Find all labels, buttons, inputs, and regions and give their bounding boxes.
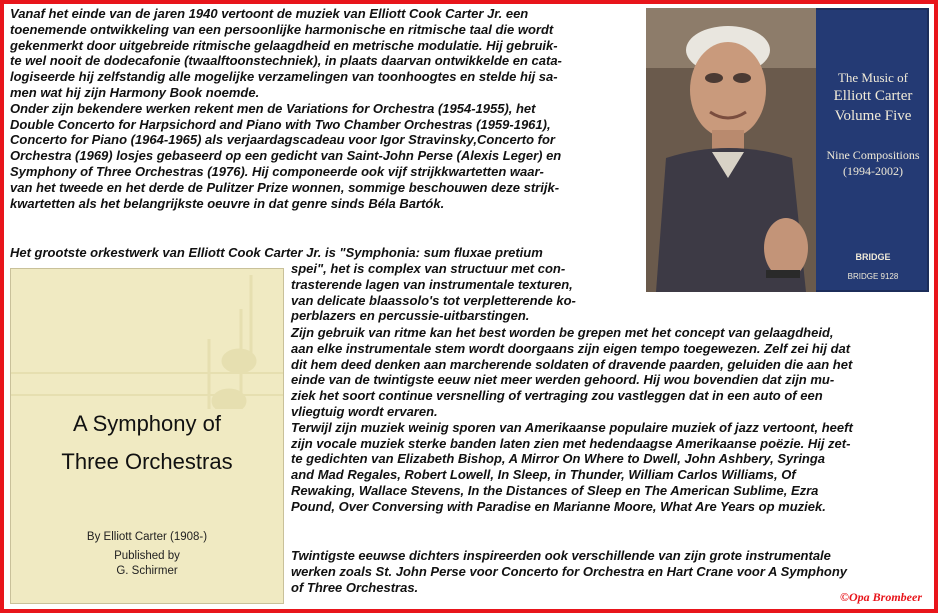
cd-cover-image (646, 8, 929, 292)
text-line: Symphony of Three Orchestras (1976). Hij componeerde ook vijf strijkkwartetten waar- (10, 163, 544, 179)
cd-line1: The Music of (837, 70, 909, 85)
article-final-text (291, 548, 847, 595)
text-line: te gedichten van Elizabeth Bishop, A Mirror On Where to Dwell, John Ashbery, Syringa (291, 451, 826, 467)
score-published-by: Published by (114, 550, 180, 562)
article-bottom-text (291, 325, 853, 515)
article-top-text (10, 6, 562, 211)
text-line: trasterende lagen van instrumentale texturen, (291, 276, 573, 292)
text-line: and Mad Regales, Robert Lowell, In Sleep, in Thunder, William Carlos Williams, Of (291, 467, 796, 483)
text-line: Orchestra (1969) losjes gebaseerd op een gedicht van Saint-John Perse (Alexis Leger) en (10, 148, 562, 164)
text-line: van delicate blaassolo's tot verpletterende ko- (291, 292, 576, 308)
text-line: van het tweede en het derde de Pulitzer Prize wonnen, sommige beschouwen deze strijk- (10, 179, 560, 195)
text-line: Twintigste eeuwse dichters inspireerden ook verschillende van zijn grote instrumentale (291, 548, 831, 563)
text-line: Concerto for Piano (1964-1965) als verjaardagscadeau voor Igor Stravinsky,Concerto for (10, 132, 555, 148)
text-line: Onder zijn bekendere werken rekent men de Variations for Orchestra (1954-1955), het (10, 100, 536, 116)
text-line: einde van de twintigste eeuw niet meer werden gehoord. Hij wou bovendien dat zijn mu- (291, 372, 835, 388)
text-line: perblazers en percussie-uitbarstingen. (291, 308, 530, 324)
text-line: Het grootste orkestwerk van Elliott Cook Carter Jr. is "Symphonia: sum fluxae pretium (10, 245, 543, 260)
music-notes-illustration (11, 269, 283, 409)
cd-line4: Nine Compositions (826, 148, 920, 162)
text-line: aan elke instrumentale stem wordt doorgaans zijn eigen tempo toegewezen. Zelf zei hij dat (291, 340, 851, 356)
text-line: vliegtuig wordt ervaren. (291, 403, 438, 419)
text-line: toenemende ontwikkeling van een persoonlijke harmonische en ritmische taal die wordt (10, 21, 554, 37)
text-line: werken zoals St. John Perse voor Concerto for Orchestra en Hart Crane voor A Symphony (291, 563, 848, 579)
score-cover-image (10, 268, 284, 604)
text-line: spei", het is complex van structuur met con- (291, 261, 566, 276)
text-line: Rewaking, Wallace Stevens, In the Distances of Sleep en The American Sublime, Ezra (291, 482, 819, 498)
cd-line5: (1994-2002) (843, 164, 903, 178)
text-line: Pound, Over Conversing with Paradise en Marianne Moore, What Are Years op muziek. (291, 498, 826, 514)
article-para3-first (10, 245, 543, 261)
text-line: Double Concerto for Harpsichord and Piano with Two Chamber Orchestras (1959-1961), (10, 116, 551, 132)
cd-catalog-number: BRIDGE 9128 (847, 272, 899, 281)
portrait-photo (646, 8, 816, 292)
score-title-line1: A Symphony of (73, 411, 221, 436)
cd-line2: Elliott Carter (833, 88, 913, 104)
text-line: Vanaf het einde van de jaren 1940 vertoont de muziek van Elliott Cook Carter Jr. een (10, 6, 529, 21)
text-line: logiseerde hij zelfstandig alle mogelijke verzamelingen van toonhoogtes en stelde hij sa- (10, 69, 558, 85)
text-line: Zijn gebruik van ritme kan het best worden be grepen met het concept van gelaagdheid, (291, 325, 834, 340)
text-line: kwartetten als het belangrijkste oeuvre in dat genre sinds Béla Bartók. (10, 195, 445, 211)
text-line: Terwijl zijn muziek weinig sporen van Amerikaanse populaire muziek of jazz vertoont, heeft (291, 419, 853, 435)
text-line: zijn vocale muziek sterke banden laten zien met hedendaagse Amerikaanse poëzie. Hij zet- (291, 435, 851, 451)
cd-line3: Volume Five (834, 108, 912, 124)
copyright-mark: ©Opa Brombeer (840, 590, 922, 604)
portrait-illustration (646, 8, 816, 292)
text-line: dit hem deed denken aan marcherende soldaten of dravende paarden, geluiden die aan het (291, 356, 853, 372)
score-publisher: G. Schirmer (116, 565, 178, 577)
text-line: gekenmerkt door uitgebreide ritmische gelaagdheid en metrische modulatie. Hij gebruik- (10, 37, 558, 53)
text-line: men wat hij zijn Harmony Book noemde. (10, 84, 260, 100)
article-para3-indented (291, 261, 576, 324)
cd-label-logo: BRIDGE (855, 252, 891, 262)
text-line: of Three Orchestras. (291, 579, 419, 595)
text-line: ziek het soort continue versnelling of vertraging zou vastleggen dat in een auto of een (291, 388, 823, 404)
score-author: By Elliott Carter (1908-) (86, 531, 208, 543)
score-title-line2: Three Orchestras (61, 449, 233, 474)
text-line: te wel nooit de dodecafonie (twaalftoonstechniek), in plaats daarvan ontwikkelde en cata- (10, 53, 562, 69)
